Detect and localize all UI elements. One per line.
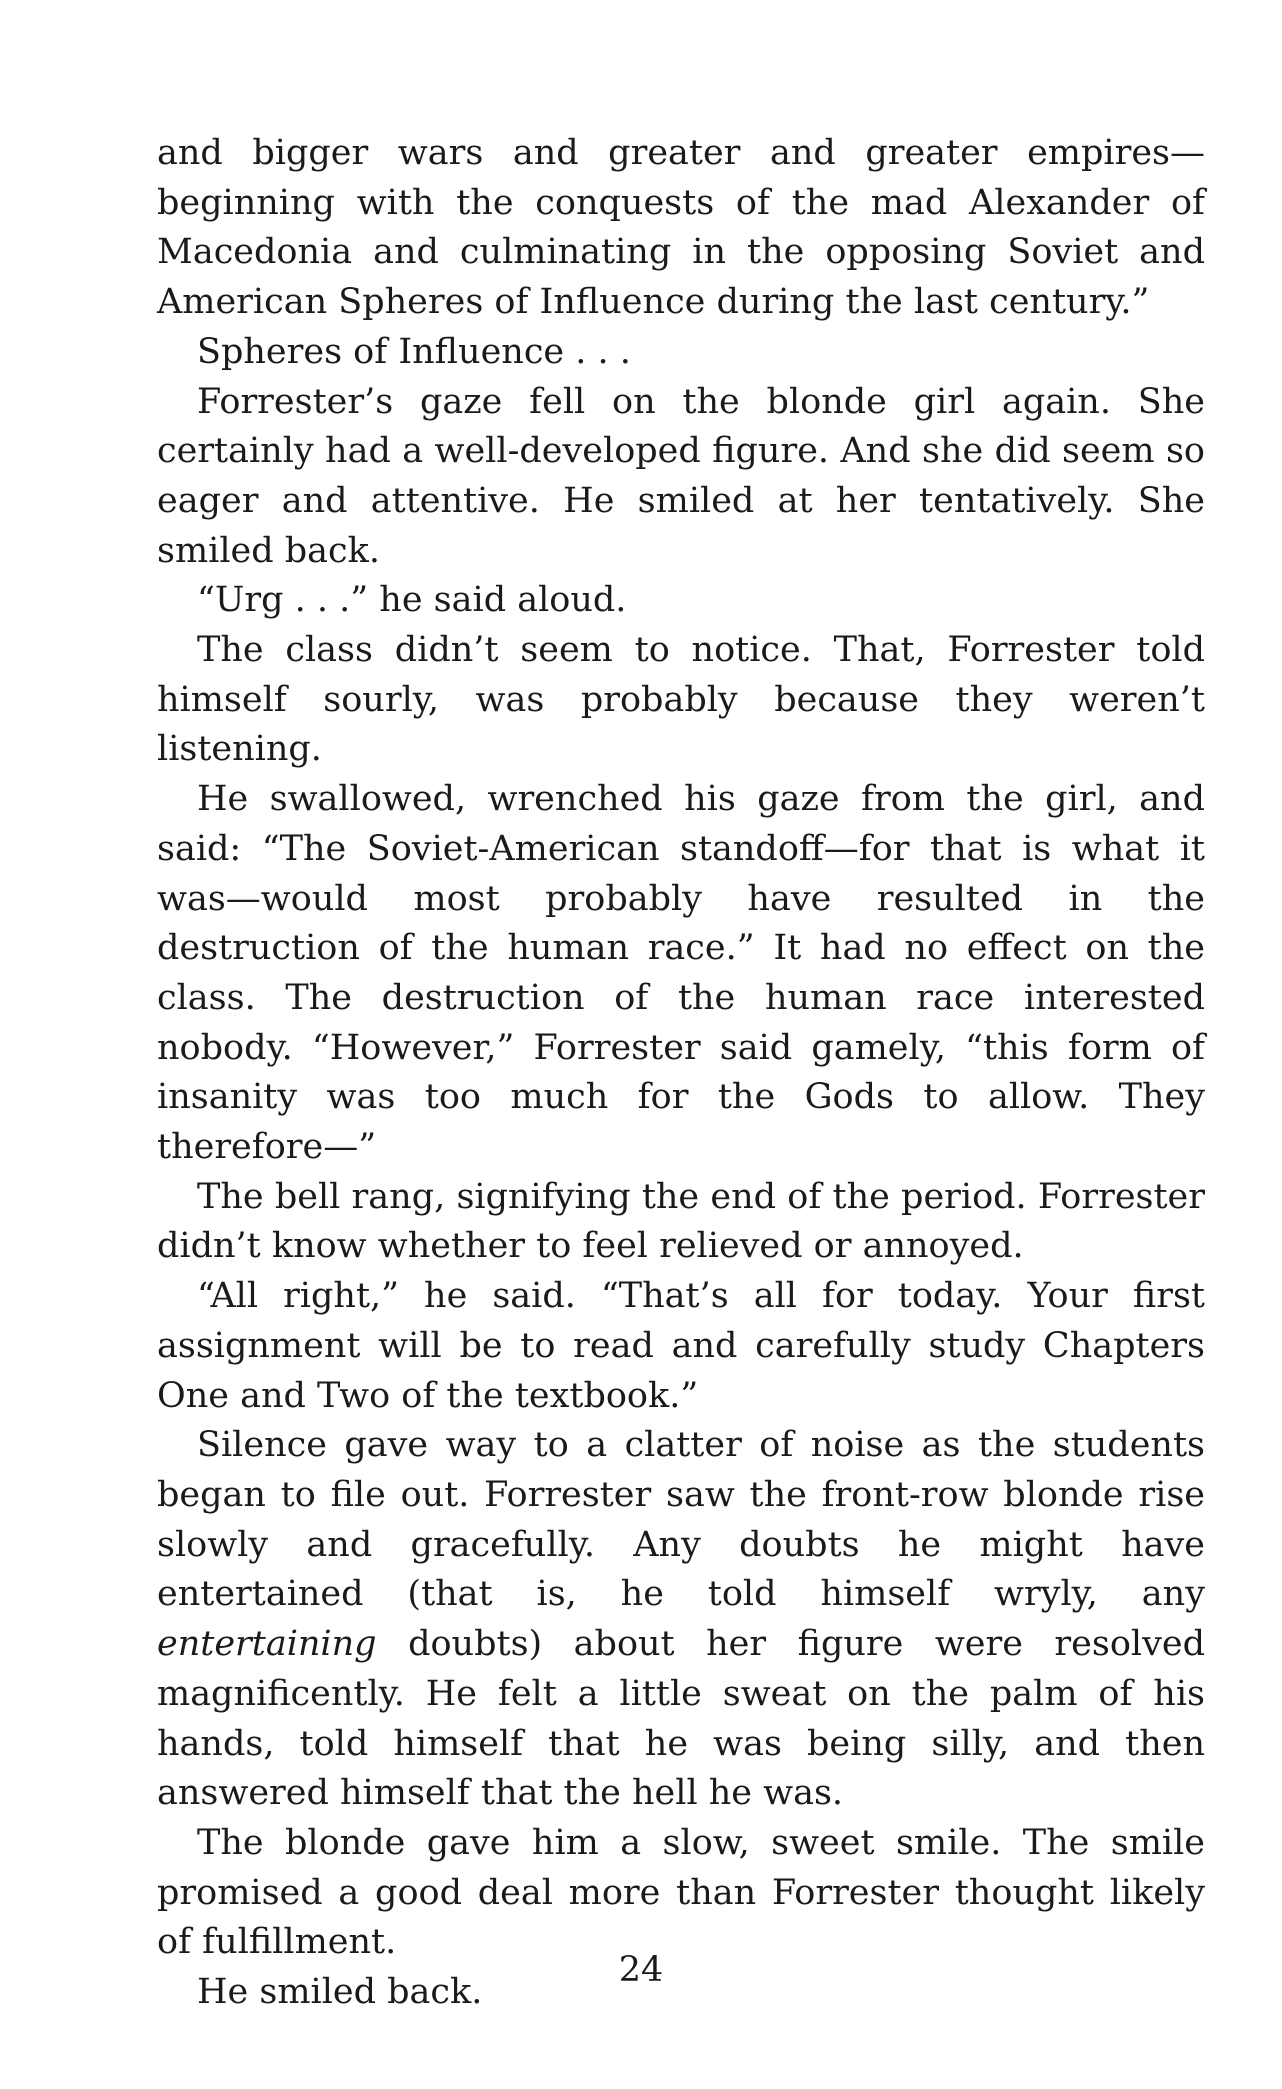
paragraph: Forrester’s gaze fell on the blonde girl again. She certainly had a well-developed figure. And she did seem so eager and attentive. He smiled at her tentatively. She smiled back. [157,381,1205,571]
paragraph-text: Silence gave way to a clatter of noise as the students began to file out. Forrester saw the front-row blonde rise slowly and gracefully. Any doubts he might have entertained (that is, he told himself wryly, any [157,1425,1205,1615]
paragraph: The class didn’t seem to notice. That, Forrester told himself sourly, was probably because they weren’t listening. [157,630,1205,770]
paragraph-with-emphasis [157,1421,1205,1819]
paragraph: The blonde gave him a slow, sweet smile. The smile promised a good deal more than Forrester thought likely of fulfillment. [157,1822,1205,1963]
emphasized-word: entertaining [157,1624,377,1665]
paragraph: The bell rang, signifying the end of the period. Forrester didn’t know whether to feel relieved or annoyed. [157,1176,1205,1267]
page-number: 24 [618,1950,664,1990]
paragraph: Spheres of Influence . . . [197,331,631,372]
paragraph: He smiled back. [197,1972,483,2013]
paragraph-text: doubts) about her figure were resolved magnificently. He felt a little sweat on the palm of his hands, told himself that he was being silly, and then answered himself that the hell he was. [157,1624,1205,1814]
paragraph: “All right,” he said. “That’s all for today. Your first assignment will be to read and carefully study Chapters One and Two of the textbook.” [157,1276,1205,1416]
body-text [157,129,1205,2018]
paragraph: He swallowed, wrenched his gaze from the girl, and said: “The Soviet-American standoff—for that is what it was—would most probably have resulted in the destruction of the human race.” It had no effect on the class. The destruction of the human race interested nobody. “However,” Forrester said gamely, “this form of insanity was too much for the Gods to allow. They therefore—” [157,779,1205,1168]
paragraph: and bigger wars and greater and greater empires—beginning with the conquests of the mad Alexander of Macedonia and culminating in the opposing Soviet and American Spheres of Influence during the last century.” [157,133,1205,323]
paragraph: “Urg . . .” he said aloud. [197,580,627,621]
